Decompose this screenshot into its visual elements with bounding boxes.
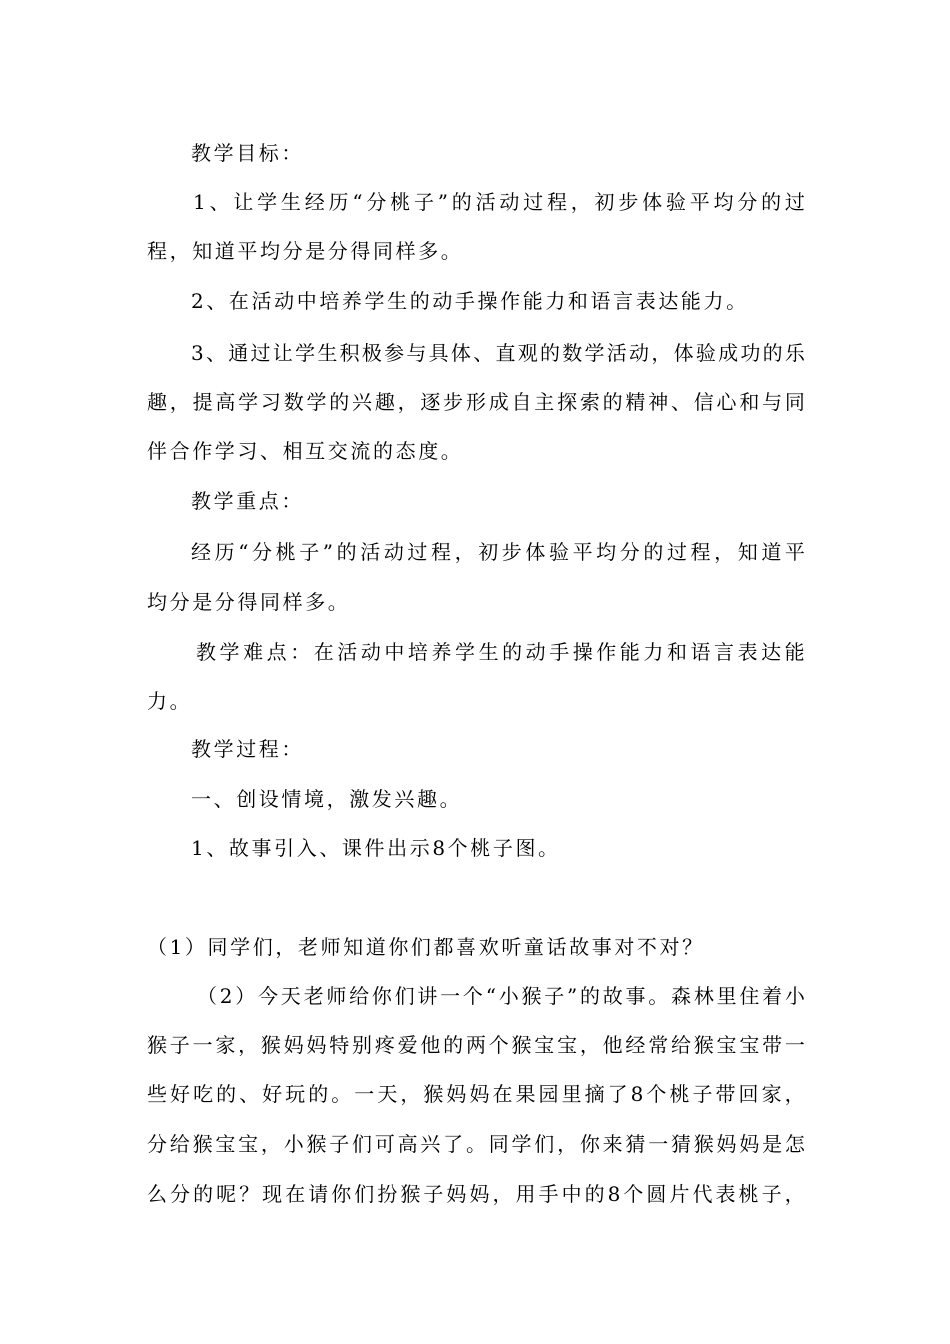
step-1-title: 1、故事引入、课件出示8个桃子图。 — [191, 836, 561, 860]
focus-line-2: 均分是分得同样多。 — [147, 590, 351, 614]
focus-line-1: 经 历 “ 分 桃 子 ” 的 活 动 过 程 ， 初 步 体 验 平 均 分 的 过 程 ， 知 道 平 — [191, 540, 805, 564]
goal-3-line-1: 3 、 通 过 让 学 生 积 极 参 与 具 体 、 直 观 的 数 学 活 动 ， 体 验 成 功 的 乐 — [191, 341, 805, 365]
goal-2: 2、在活动中培养学生的动手操作能力和语言表达能力。 — [191, 289, 749, 313]
story-item-2-line-1: （ 2 ） 今 天 老 师 给 你 们 讲 一 个 “ 小 猴 子 ” 的 故 事 。 森 林 里 住 着 小 — [197, 984, 805, 1008]
heading-teaching-process: 教学过程： — [191, 737, 304, 761]
difficulty-line-2: 力。 — [147, 689, 193, 713]
goal-3-line-3: 伴合作学习、相互交流的态度。 — [147, 439, 464, 463]
goal-1-line-2: 程，知道平均分是分得同样多。 — [147, 239, 464, 263]
goal-3-line-2: 趣 ， 提 高 学 习 数 学 的 兴 趣 ， 逐 步 形 成 自 主 探 索 的 精 神 、 信 心 和 与 同 — [147, 390, 805, 414]
story-item-2-line-2: 猴 子 一 家 ， 猴 妈 妈 特 别 疼 爱 他 的 两 个 猴 宝 宝 ， 他 经 常 给 猴 宝 宝 带 一 — [147, 1033, 805, 1057]
story-item-1: （1）同学们，老师知道你们都喜欢听童话故事对不对？ — [147, 935, 705, 959]
story-item-2-line-4: 分 给 猴 宝 宝 ， 小 猴 子 们 可 高 兴 了 。 同 学 们 ， 你 来 猜 一 猜 猴 妈 妈 是 怎 — [147, 1132, 805, 1156]
section-1-title: 一、创设情境，激发兴趣。 — [191, 787, 463, 811]
difficulty-line-1: 教 学 难 点 ： 在 活 动 中 培 养 学 生 的 动 手 操 作 能 力 和 语 言 表 达 能 — [196, 640, 805, 664]
heading-teaching-focus: 教学重点： — [191, 489, 304, 513]
goal-1-line-1: 1 、 让 学 生 经 历 “ 分 桃 子 ” 的 活 动 过 程 ， 初 步 体 验 平 均 分 的 过 — [193, 190, 805, 214]
story-item-2-line-5: 么 分 的 呢 ？ 现 在 请 你 们 扮 猴 子 妈 妈 ， 用 手 中 的 8 个 圆 片 代 表 桃 子 ， — [147, 1182, 805, 1206]
story-item-2-line-3: 些 好 吃 的 、 好 玩 的 。 一 天 ， 猴 妈 妈 在 果 园 里 摘 了 8 个 桃 子 带 回 家 ， — [147, 1082, 805, 1106]
heading-teaching-goals: 教学目标： — [191, 141, 304, 165]
